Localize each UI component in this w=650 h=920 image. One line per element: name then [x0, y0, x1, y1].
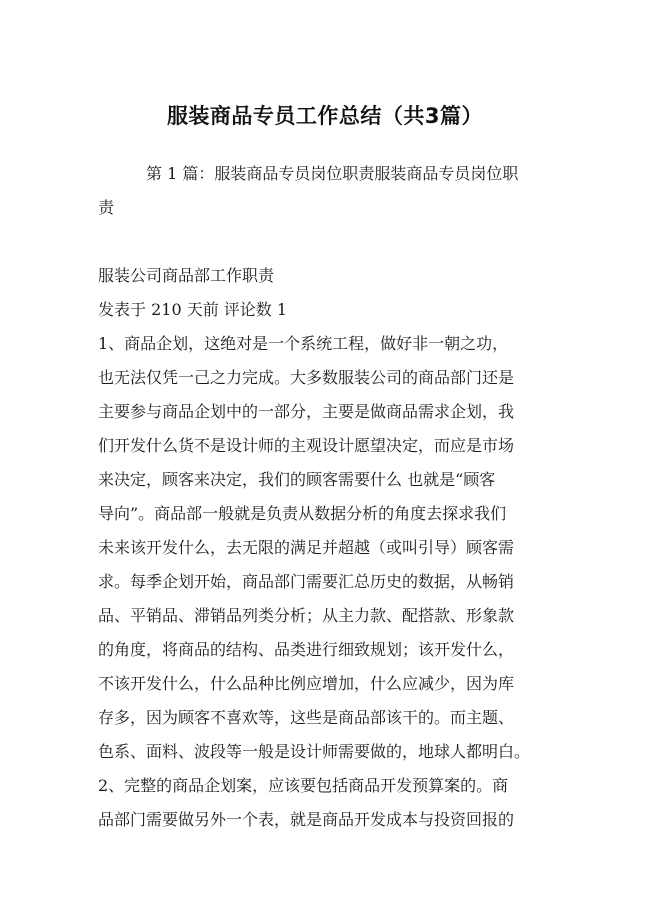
body-line: 们开发什么货不是设计师的主观设计愿望决定，而应是市场: [98, 436, 515, 455]
subtitle-line: 责: [98, 198, 115, 217]
subtitle-line: 第 1 篇：服装商品专员岗位职责服装商品专员岗位职: [146, 164, 519, 183]
meta-line: 发表于 210 天前 评论数 1: [98, 300, 288, 319]
body-line: 求。每季企划开始，商品部门需要汇总历史的数据，从畅销: [98, 572, 515, 591]
body-line: 的角度，将商品的结构、品类进行细致规划；该开发什么，: [98, 640, 515, 659]
body-line: 不该开发什么，什么品种比例应增加，什么应减少，因为库: [98, 674, 515, 693]
section-heading: 服装公司商品部工作职责: [98, 266, 275, 285]
body-line: 品、平销品、滞销品列类分析；从主力款、配搭款、形象款: [98, 606, 515, 625]
body-line: 存多，因为顾客不喜欢等，这些是商品部该干的。而主题、: [98, 708, 515, 727]
body-line: 也无法仅凭一己之力完成。大多数服装公司的商品部门还是: [98, 368, 515, 387]
body-line: 色系、面料、波段等一般是设计师需要做的，地球人都明白。: [98, 742, 531, 761]
body-line: 导向”。商品部一般就是负责从数据分析的角度去探求我们: [98, 504, 507, 523]
body-line: 2、完整的商品企划案，应该要包括商品开发预算案的。商: [98, 776, 509, 795]
body-line: 品部门需要做另外一个表，就是商品开发成本与投资回报的: [98, 810, 515, 829]
body-line: 未来该开发什么，去无限的满足并超越（或叫引导）顾客需: [98, 538, 515, 557]
body-line: 主要参与商品企划中的一部分，主要是做商品需求企划，我: [98, 402, 515, 421]
body-line: 来决定，顾客来决定，我们的顾客需要什么 也就是“顾客: [98, 470, 496, 489]
body-line: 1、商品企划，这绝对是一个系统工程，做好非一朝之功，: [98, 334, 509, 353]
document-title: 服装商品专员工作总结（共3篇）: [166, 104, 484, 128]
